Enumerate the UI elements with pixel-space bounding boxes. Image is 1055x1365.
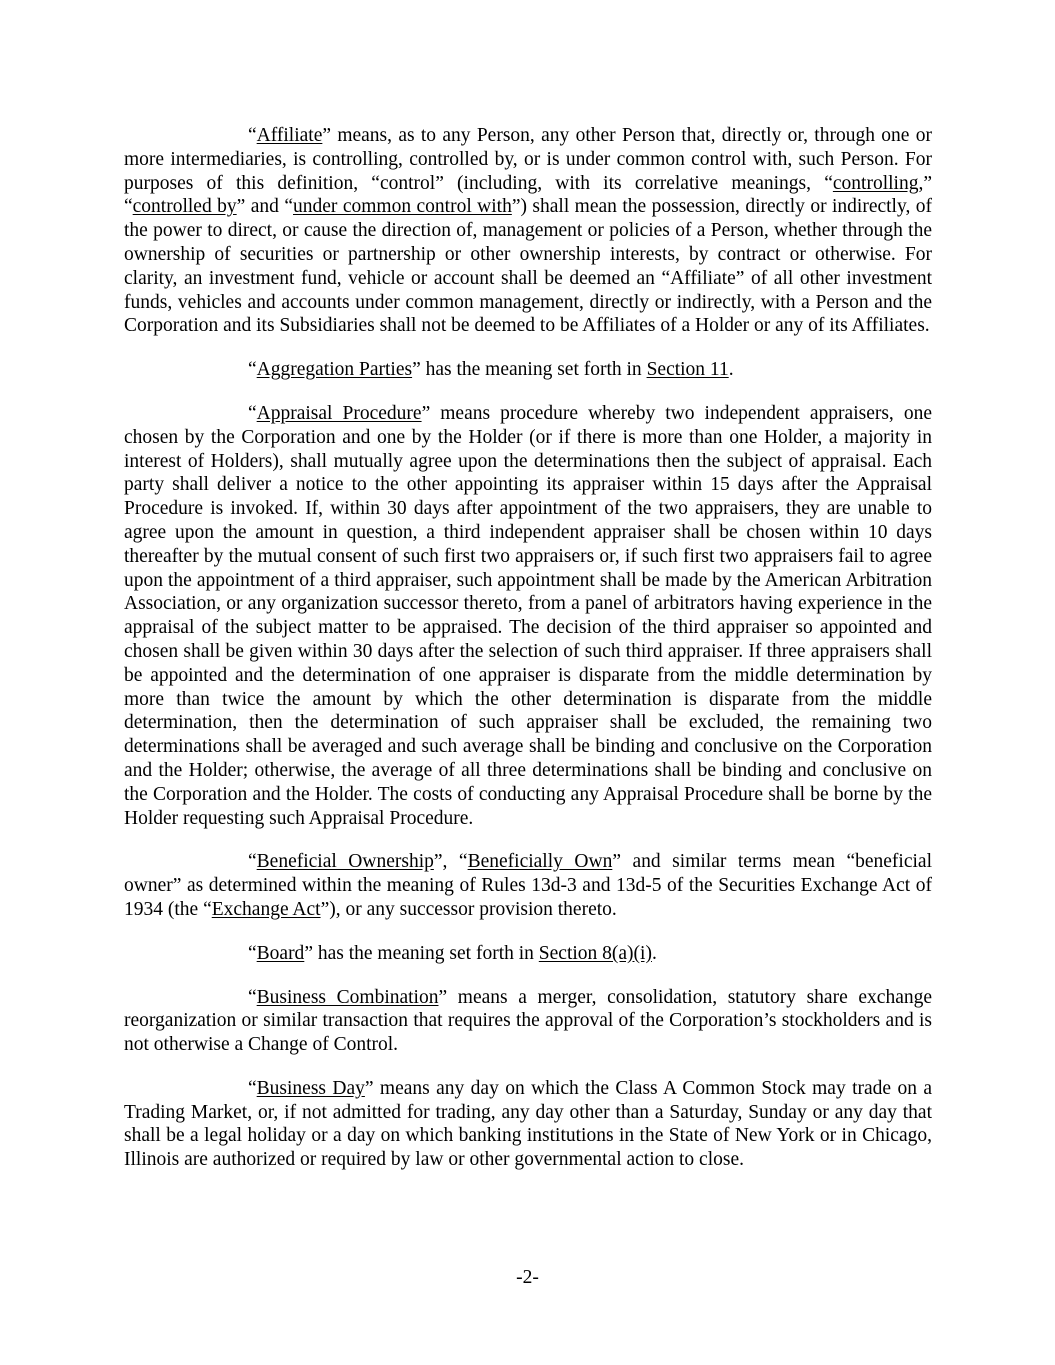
paragraph-text: “ [248,402,257,424]
paragraph-text: ” means a merger, consolidation, statutory share exchange reorganization or similar transaction that requires the approval of the Corporation’s stockholders and is not otherwise a Change of Control. [124,986,932,1056]
paragraph-text: . [728,359,734,381]
paragraph-text: ”, “ [433,851,468,873]
definition-board [124,942,932,966]
paragraph-text: ”), or any successor provision thereto. [320,898,617,920]
paragraph-text: ” has the meaning set forth in [412,359,647,381]
paragraph-text: ” means, as to any Person, any other Person that, directly or, through one or more intermediaries, is controlling, controlled by, or is under common control with, such Person. For purposes of this definition, “control” (including, with its correlative meanings, “ [124,125,932,194]
defined-term: Beneficial Ownership [256,851,434,873]
defined-term: Section 11 [646,359,729,381]
defined-term: under common control with [293,196,512,218]
definition-affiliate [124,124,932,338]
paragraph-text: . [651,942,657,964]
defined-term: Board [256,942,305,964]
page-number: -2- [516,1267,539,1288]
paragraph-text: ” and similar terms mean “beneficial owner” as determined within the meaning of Rules 13d-3 and 13d-5 of the Securities Exchange Act of 1934 (the “ [124,851,932,920]
paragraph-text: “ [248,986,257,1008]
defined-term: Business Day [256,1077,365,1099]
defined-term: Appraisal Procedure [256,402,422,424]
definition-business-day [124,1077,932,1172]
defined-term: Business Combination [256,986,439,1008]
defined-term: controlled by [132,196,237,218]
definition-aggregation-parties [124,358,932,382]
defined-term: Affiliate [256,125,323,146]
paragraph-text: ,” “ [124,172,932,218]
paragraph-text: “ [248,851,257,873]
defined-term: Aggregation Parties [256,359,413,381]
defined-term: controlling [832,172,919,194]
paragraph-text: “ [248,359,257,381]
paragraph-text: ”) shall mean the possession, directly or indirectly, of the power to direct, or cause the direction of, management or policies of a Person, whether through the ownership of securities or partnership or other ownership interests, by contract or otherwise. For clarity, an investment fund, vehicle or account shall be deemed an “Affiliate” of all other investment funds, vehicles and accounts under common management, directly or indirectly, with a Person and the Corporation and its Subsidiaries shall not be deemed to be Affiliates of a Holder or any of its Affiliates. [124,196,933,337]
definition-appraisal-procedure [124,402,932,830]
paragraph-text: “ [248,1077,257,1099]
paragraph-text: “ [248,125,257,146]
paragraph-text: ” means any day on which the Class A Common Stock may trade on a Trading Market, or, if not admitted for trading, any day other than a Saturday, Sunday or any day that shall be a legal holiday or a day on which banking institutions in the State of New York or in Chicago, Illinois are authorized or required by law or other governmental action to close. [124,1077,932,1171]
defined-term: Beneficially Own [467,851,613,873]
paragraph-text: ” means procedure whereby two independent appraisers, one chosen by the Corporation and one by the Holder (or if there is more than one Holder, a majority in interest of Holders), shall mutually agree upon the determinations then the subject of appraisal. Each party shall deliver a notice to the other appointing its appraiser within 15 days after the Appraisal Procedure is invoked. If, within 30 days after appointment of the two appraisers, they are unable to agree upon the amount in question, a third independent appraiser shall be chosen within 10 days thereafter by the mutual consent of such first two appraisers or, if such first two appraisers fail to agree upon the appointment of a third appraiser, such appointment shall be made by the American Arbitration Association, or any organization successor thereto, from a panel of arbitrators having experience in the appraisal of the subject matter to be appraised. The decision of the third appraiser so appointed and chosen shall be given within 30 days after the selection of such third appraiser. If three appraisers shall be appointed and the determination of one appraiser is disparate from the middle determination by more than twice the amount by which the other determination is disparate from the middle determination, then the determination of such appraiser shall be excluded, the remaining two determinations shall be averaged and such average shall be binding and conclusive on the Corporation and the Holder; otherwise, the average of all three determinations shall be binding and conclusive on the Corporation and the Holder. The costs of conducting any Appraisal Procedure shall be borne by the Holder requesting such Appraisal Procedure. [124,402,932,829]
paragraph-text: “ [248,942,257,964]
document-page [124,124,932,1192]
definition-business-combination [124,986,932,1057]
defined-term: Section 8(a)(i) [538,942,652,964]
defined-term: Exchange Act [211,898,321,920]
paragraph-text: ” has the meaning set forth in [304,942,539,964]
definition-beneficial-ownership [124,850,932,921]
paragraph-text: ” and “ [236,196,293,218]
